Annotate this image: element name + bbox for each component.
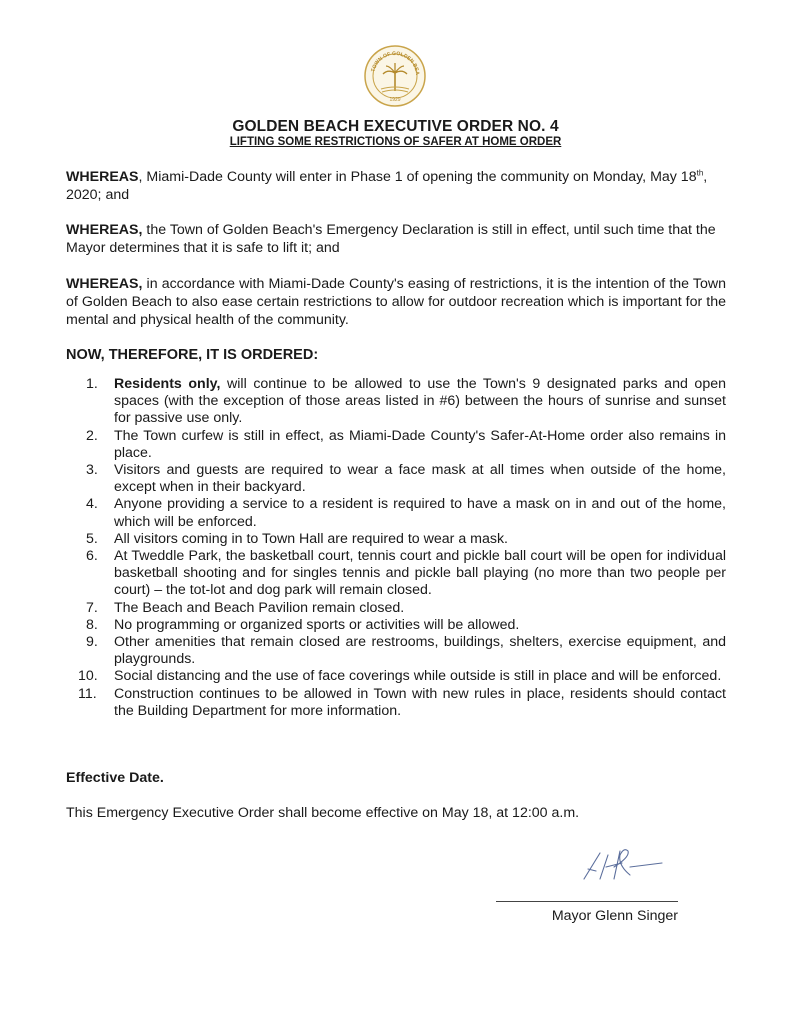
whereas-text: the Town of Golden Beach's Emergency Declaration is still in effect, until such time that the Mayor determines that it is safe to lift it; and xyxy=(66,222,716,256)
order-item xyxy=(78,600,726,617)
order-number: 8. xyxy=(86,616,98,633)
order-text: At Tweddle Park, the basketball court, tennis court and pickle ball court will be open for individual basketball shooting and for singles tennis and pickle ball playing (no more than two people per court) – the tot-lot and dog park will remain closed. xyxy=(114,548,726,599)
order-number: 10. xyxy=(78,668,98,685)
effective-date-heading: Effective Date. xyxy=(66,770,164,786)
document-title: GOLDEN BEACH EXECUTIVE ORDER NO. 4 xyxy=(232,118,559,135)
order-text: Anyone providing a service to a resident is required to have a mask on in and out of the home, which will be enforced. xyxy=(114,496,726,530)
whereas-lead: WHEREAS, xyxy=(66,222,143,238)
order-number: 6. xyxy=(86,548,98,565)
seal-year: 1929 xyxy=(389,97,401,103)
order-item xyxy=(78,496,726,530)
whereas-lead: WHEREAS xyxy=(66,169,139,185)
whereas-clause-3 xyxy=(66,275,726,329)
ordinal-suffix: th xyxy=(696,168,704,178)
order-text: The Town curfew is still in effect, as Miami-Dade County's Safer-At-Home order also remains in place. xyxy=(114,427,726,461)
order-item xyxy=(78,617,726,634)
order-text: All visitors coming in to Town Hall are required to wear a mask. xyxy=(114,530,508,547)
seal-ring-text: TOWN OF GOLDEN BEA xyxy=(370,50,421,76)
order-text: Construction continues to be allowed in Town with new rules in place, residents should contact the Building Department for more information. xyxy=(114,685,726,719)
order-text: Social distancing and the use of face coverings while outside is still in place and will be enforced. xyxy=(114,668,722,685)
order-number: 5. xyxy=(86,530,98,547)
order-item xyxy=(78,634,726,668)
order-number: 7. xyxy=(86,599,98,616)
order-number: 3. xyxy=(86,462,98,479)
effective-date-text: This Emergency Executive Order shall become effective on May 18, at 12:00 a.m. xyxy=(66,805,580,821)
whereas-text-end: , 2020; and xyxy=(66,169,708,203)
order-item xyxy=(78,668,726,685)
whereas-text: in accordance with Miami-Dade County's easing of restrictions, it is the intention of the Town of Golden Beach to also ease certain restrictions to allow for outdoor recreation which is important for the mental and physical health of the community. xyxy=(66,276,726,328)
ordered-heading: NOW, THEREFORE, IT IS ORDERED: xyxy=(66,347,319,363)
order-number: 1. xyxy=(86,376,98,392)
signature-line xyxy=(496,901,678,902)
whereas-lead: WHEREAS, xyxy=(66,276,143,292)
order-item xyxy=(78,462,726,496)
order-item xyxy=(78,428,726,462)
order-item xyxy=(78,376,726,428)
whereas-clause-1 xyxy=(66,168,726,204)
order-number: 4. xyxy=(86,496,98,513)
signature-icon xyxy=(578,845,668,885)
order-text: The Beach and Beach Pavilion remain closed. xyxy=(114,599,405,616)
signatory-name: Mayor Glenn Singer xyxy=(551,908,678,924)
order-item xyxy=(78,548,726,600)
order-item xyxy=(78,531,726,548)
whereas-text: , Miami-Dade County will enter in Phase 1 of opening the community on Monday, May 18 xyxy=(138,169,697,185)
town-seal-icon xyxy=(364,45,426,107)
order-text: Other amenities that remain closed are restrooms, buildings, shelters, exercise equipment, and playgrounds. xyxy=(114,634,726,668)
order-number: 2. xyxy=(86,427,98,444)
order-emphasis: Residents only, xyxy=(114,376,221,392)
orders-list xyxy=(78,376,726,720)
document-subtitle: LIFTING SOME RESTRICTIONS OF SAFER AT HOME ORDER xyxy=(229,136,562,148)
order-number: 11. xyxy=(78,685,97,702)
order-number: 9. xyxy=(86,634,98,651)
order-text: No programming or organized sports or activities will be allowed. xyxy=(114,616,520,633)
order-text: Visitors and guests are required to wear a face mask at all times when outside of the home, except when in their backyard. xyxy=(114,462,726,496)
order-item xyxy=(78,686,726,720)
order-text: will continue to be allowed to use the Town's 9 designated parks and open spaces (with the exception of those areas listed in #6) between the hours of sunrise and sunset for passive use only. xyxy=(114,376,726,427)
whereas-clause-2 xyxy=(66,221,736,257)
